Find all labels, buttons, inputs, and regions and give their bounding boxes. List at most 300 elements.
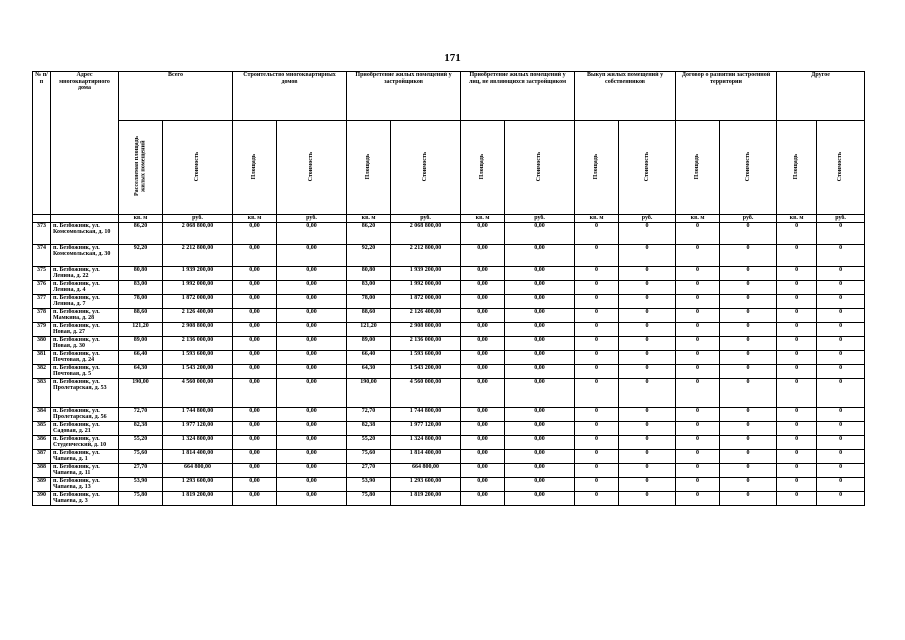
table-row [33, 491, 865, 505]
row-other-area: 0 [777, 449, 817, 463]
row-developer-area: 89,00 [347, 336, 391, 350]
row-development-cost: 0 [720, 266, 777, 280]
row-nondeveloper-area: 0,00 [461, 350, 505, 364]
row-construction-area: 0,00 [233, 294, 277, 308]
row-buyout-cost: 0 [619, 364, 676, 378]
row-other-area: 0 [777, 378, 817, 407]
unit-rub: руб. [391, 215, 461, 223]
row-buyout-area: 0 [575, 280, 619, 294]
row-total-cost: 1 872 000,00 [163, 294, 233, 308]
row-construction-area: 0,00 [233, 222, 277, 244]
row-development-area: 0 [676, 364, 720, 378]
row-development-area: 0 [676, 280, 720, 294]
row-address: п. Безбожник, ул. Садовая, д. 21 [51, 421, 119, 435]
row-developer-cost: 2 212 800,00 [391, 244, 461, 266]
row-construction-cost: 0,00 [277, 322, 347, 336]
row-developer-area: 86,20 [347, 222, 391, 244]
row-construction-cost: 0,00 [277, 244, 347, 266]
row-address: п. Безбожник, ул. Комсомольская, д. 30 [51, 244, 119, 266]
row-developer-area: 27,70 [347, 463, 391, 477]
row-construction-cost: 0,00 [277, 435, 347, 449]
row-construction-area: 0,00 [233, 244, 277, 266]
row-development-area: 0 [676, 294, 720, 308]
row-buyout-cost: 0 [619, 280, 676, 294]
row-developer-cost: 2 126 400,00 [391, 308, 461, 322]
row-developer-area: 78,00 [347, 294, 391, 308]
row-development-area: 0 [676, 491, 720, 505]
row-buyout-cost: 0 [619, 435, 676, 449]
table-row [33, 435, 865, 449]
unit-area: кв. м [119, 215, 163, 223]
group-nondeveloper-purchase-header: Приобретение жилых помещений у лиц, не являющихся застройщиком [461, 72, 575, 121]
row-nondeveloper-area: 0,00 [461, 244, 505, 266]
unit-area: кв. м [347, 215, 391, 223]
row-nondeveloper-area: 0,00 [461, 378, 505, 407]
row-total-area: 92,20 [119, 244, 163, 266]
row-nondeveloper-area: 0,00 [461, 421, 505, 435]
row-total-cost: 1 819 200,00 [163, 491, 233, 505]
row-nondeveloper-cost: 0,00 [505, 491, 575, 505]
row-number: 381 [33, 350, 51, 364]
row-total-cost: 4 560 000,00 [163, 378, 233, 407]
row-other-area: 0 [777, 491, 817, 505]
row-developer-cost: 1 593 600,00 [391, 350, 461, 364]
row-development-cost: 0 [720, 350, 777, 364]
row-total-cost: 1 939 200,00 [163, 266, 233, 280]
row-other-cost: 0 [817, 407, 865, 421]
unit-rub: руб. [277, 215, 347, 223]
row-buyout-area: 0 [575, 491, 619, 505]
row-other-cost: 0 [817, 421, 865, 435]
row-other-area: 0 [777, 222, 817, 244]
row-other-area: 0 [777, 336, 817, 350]
row-construction-area: 0,00 [233, 336, 277, 350]
row-total-cost: 664 800,00 [163, 463, 233, 477]
row-developer-area: 75,80 [347, 491, 391, 505]
row-construction-cost: 0,00 [277, 308, 347, 322]
sub-total-area-header: Расселяемая площадь жилых помещений [119, 121, 163, 215]
row-buyout-area: 0 [575, 294, 619, 308]
row-number: 379 [33, 322, 51, 336]
row-developer-area: 82,38 [347, 421, 391, 435]
row-construction-area: 0,00 [233, 308, 277, 322]
row-buyout-area: 0 [575, 364, 619, 378]
row-nondeveloper-area: 0,00 [461, 364, 505, 378]
unit-area: кв. м [461, 215, 505, 223]
row-development-area: 0 [676, 336, 720, 350]
row-buyout-cost: 0 [619, 308, 676, 322]
row-other-area: 0 [777, 421, 817, 435]
row-number: 378 [33, 308, 51, 322]
row-other-cost: 0 [817, 463, 865, 477]
row-developer-area: 121,20 [347, 322, 391, 336]
sub-cost-header: Стоимость [391, 121, 461, 215]
table-row [33, 222, 865, 244]
row-developer-cost: 1 814 400,00 [391, 449, 461, 463]
row-total-cost: 2 068 800,00 [163, 222, 233, 244]
sub-area-header: Площадь [575, 121, 619, 215]
row-other-area: 0 [777, 435, 817, 449]
row-number: 383 [33, 378, 51, 407]
row-other-cost: 0 [817, 435, 865, 449]
row-development-cost: 0 [720, 294, 777, 308]
unit-area: кв. м [676, 215, 720, 223]
row-address: п. Безбожник, ул. Пролетарская, д. 53 [51, 378, 119, 407]
row-construction-area: 0,00 [233, 280, 277, 294]
row-other-area: 0 [777, 280, 817, 294]
row-developer-area: 80,80 [347, 266, 391, 280]
row-development-area: 0 [676, 407, 720, 421]
row-address: п. Безбожник, ул. Мамкина, д. 28 [51, 308, 119, 322]
row-address: п. Безбожник, ул. Почтовая, д. 5 [51, 364, 119, 378]
row-buyout-cost: 0 [619, 350, 676, 364]
row-total-cost: 2 212 800,00 [163, 244, 233, 266]
row-total-cost: 1 593 600,00 [163, 350, 233, 364]
row-address: п. Безбожник, ул. Ленина, д. 4 [51, 280, 119, 294]
row-development-cost: 0 [720, 435, 777, 449]
row-construction-cost: 0,00 [277, 350, 347, 364]
row-development-area: 0 [676, 449, 720, 463]
row-total-cost: 1 814 400,00 [163, 449, 233, 463]
row-address: п. Безбожник, ул. Чапаева, д. 1 [51, 449, 119, 463]
page-number: 171 [444, 52, 461, 64]
row-development-area: 0 [676, 477, 720, 491]
row-developer-cost: 2 908 800,00 [391, 322, 461, 336]
row-total-area: 121,20 [119, 322, 163, 336]
row-nondeveloper-cost: 0,00 [505, 222, 575, 244]
row-construction-cost: 0,00 [277, 477, 347, 491]
row-address: п. Безбожник, ул. Комсомольская, д. 10 [51, 222, 119, 244]
row-buyout-cost: 0 [619, 491, 676, 505]
row-number: 374 [33, 244, 51, 266]
row-developer-area: 66,40 [347, 350, 391, 364]
row-construction-cost: 0,00 [277, 421, 347, 435]
row-construction-area: 0,00 [233, 435, 277, 449]
row-buyout-cost: 0 [619, 463, 676, 477]
row-total-area: 78,00 [119, 294, 163, 308]
row-nondeveloper-cost: 0,00 [505, 364, 575, 378]
row-total-cost: 1 293 600,00 [163, 477, 233, 491]
row-construction-area: 0,00 [233, 449, 277, 463]
unit-area: кв. м [233, 215, 277, 223]
row-buyout-area: 0 [575, 266, 619, 280]
row-development-cost: 0 [720, 463, 777, 477]
row-address: п. Безбожник, ул. Пролетарская, д. 56 [51, 407, 119, 421]
table-row [33, 244, 865, 266]
unit-rub: руб. [163, 215, 233, 223]
row-nondeveloper-area: 0,00 [461, 336, 505, 350]
row-development-area: 0 [676, 308, 720, 322]
sub-cost-header: Стоимость [277, 121, 347, 215]
row-construction-area: 0,00 [233, 477, 277, 491]
row-total-area: 72,70 [119, 407, 163, 421]
sub-cost-header: Стоимость [505, 121, 575, 215]
row-total-cost: 2 136 000,00 [163, 336, 233, 350]
row-nondeveloper-cost: 0,00 [505, 407, 575, 421]
row-construction-cost: 0,00 [277, 449, 347, 463]
row-development-cost: 0 [720, 449, 777, 463]
row-construction-area: 0,00 [233, 421, 277, 435]
row-number: 389 [33, 477, 51, 491]
row-nondeveloper-area: 0,00 [461, 322, 505, 336]
row-development-cost: 0 [720, 222, 777, 244]
row-developer-cost: 4 560 000,00 [391, 378, 461, 407]
table-row [33, 294, 865, 308]
group-total-header: Всего [119, 72, 233, 121]
row-total-area: 27,70 [119, 463, 163, 477]
row-total-area: 190,00 [119, 378, 163, 407]
row-construction-cost: 0,00 [277, 364, 347, 378]
row-buyout-area: 0 [575, 378, 619, 407]
row-number: 390 [33, 491, 51, 505]
sub-cost-header: Стоимость [619, 121, 676, 215]
row-construction-area: 0,00 [233, 266, 277, 280]
row-other-area: 0 [777, 407, 817, 421]
row-nondeveloper-area: 0,00 [461, 308, 505, 322]
row-address: п. Безбожник, ул. Чапаева, д. 3 [51, 491, 119, 505]
row-nondeveloper-cost: 0,00 [505, 308, 575, 322]
sub-area-header: Площадь [347, 121, 391, 215]
row-construction-cost: 0,00 [277, 266, 347, 280]
row-other-area: 0 [777, 477, 817, 491]
row-other-cost: 0 [817, 449, 865, 463]
row-construction-area: 0,00 [233, 378, 277, 407]
sub-area-header: Площадь [461, 121, 505, 215]
row-number: 382 [33, 364, 51, 378]
relocation-table [32, 71, 865, 506]
table-row [33, 449, 865, 463]
row-nondeveloper-cost: 0,00 [505, 350, 575, 364]
row-buyout-area: 0 [575, 463, 619, 477]
sub-area-header: Площадь [777, 121, 817, 215]
row-nondeveloper-cost: 0,00 [505, 449, 575, 463]
row-nondeveloper-area: 0,00 [461, 463, 505, 477]
row-nondeveloper-cost: 0,00 [505, 280, 575, 294]
sub-cost-header: Стоимость [817, 121, 865, 215]
unit-rub: руб. [505, 215, 575, 223]
row-address: п. Безбожник, ул. Новая, д. 30 [51, 336, 119, 350]
row-total-cost: 1 744 800,00 [163, 407, 233, 421]
unit-cell [51, 215, 119, 223]
row-number: 380 [33, 336, 51, 350]
row-total-area: 88,60 [119, 308, 163, 322]
row-other-area: 0 [777, 463, 817, 477]
row-construction-cost: 0,00 [277, 222, 347, 244]
unit-area: кв. м [777, 215, 817, 223]
row-buyout-area: 0 [575, 244, 619, 266]
row-total-area: 83,00 [119, 280, 163, 294]
row-developer-area: 64,30 [347, 364, 391, 378]
row-buyout-area: 0 [575, 435, 619, 449]
table-row [33, 378, 865, 407]
row-development-area: 0 [676, 463, 720, 477]
row-buyout-area: 0 [575, 421, 619, 435]
row-number: 377 [33, 294, 51, 308]
row-development-area: 0 [676, 322, 720, 336]
row-buyout-area: 0 [575, 477, 619, 491]
row-total-area: 66,40 [119, 350, 163, 364]
row-nondeveloper-cost: 0,00 [505, 266, 575, 280]
row-construction-cost: 0,00 [277, 280, 347, 294]
table-row [33, 463, 865, 477]
group-other-header: Другое [777, 72, 865, 121]
row-other-area: 0 [777, 294, 817, 308]
col-address-header: Адрес многоквартирного дома [51, 72, 119, 215]
row-nondeveloper-area: 0,00 [461, 407, 505, 421]
row-total-area: 53,90 [119, 477, 163, 491]
row-developer-cost: 1 744 800,00 [391, 407, 461, 421]
row-total-area: 64,30 [119, 364, 163, 378]
col-num-header: № п/п [33, 72, 51, 215]
row-development-area: 0 [676, 435, 720, 449]
unit-rub: руб. [619, 215, 676, 223]
row-developer-cost: 1 324 800,00 [391, 435, 461, 449]
row-construction-area: 0,00 [233, 350, 277, 364]
row-nondeveloper-cost: 0,00 [505, 294, 575, 308]
row-construction-cost: 0,00 [277, 407, 347, 421]
row-development-area: 0 [676, 266, 720, 280]
row-buyout-cost: 0 [619, 222, 676, 244]
row-other-cost: 0 [817, 222, 865, 244]
sub-cost-header: Стоимость [163, 121, 233, 215]
row-developer-cost: 1 872 000,00 [391, 294, 461, 308]
row-developer-cost: 1 977 120,00 [391, 421, 461, 435]
table-row [33, 266, 865, 280]
row-developer-cost: 2 068 800,00 [391, 222, 461, 244]
row-nondeveloper-cost: 0,00 [505, 336, 575, 350]
group-buyout-header: Выкуп жилых помещений у собственников [575, 72, 676, 121]
unit-area: кв. м [575, 215, 619, 223]
row-nondeveloper-area: 0,00 [461, 266, 505, 280]
row-development-cost: 0 [720, 407, 777, 421]
row-buyout-cost: 0 [619, 294, 676, 308]
unit-cell [33, 215, 51, 223]
row-other-cost: 0 [817, 308, 865, 322]
row-total-cost: 1 543 200,00 [163, 364, 233, 378]
row-developer-area: 75,60 [347, 449, 391, 463]
row-developer-cost: 1 543 200,00 [391, 364, 461, 378]
row-development-cost: 0 [720, 308, 777, 322]
row-other-cost: 0 [817, 491, 865, 505]
row-other-area: 0 [777, 364, 817, 378]
table-row [33, 407, 865, 421]
row-address: п. Безбожник, ул. Ленина, д. 7 [51, 294, 119, 308]
row-construction-cost: 0,00 [277, 294, 347, 308]
row-total-cost: 1 977 120,00 [163, 421, 233, 435]
row-buyout-cost: 0 [619, 266, 676, 280]
row-developer-area: 88,60 [347, 308, 391, 322]
row-address: п. Безбожник, ул. Чапаева, д. 13 [51, 477, 119, 491]
row-other-cost: 0 [817, 477, 865, 491]
row-other-cost: 0 [817, 294, 865, 308]
row-nondeveloper-area: 0,00 [461, 280, 505, 294]
row-development-area: 0 [676, 378, 720, 407]
row-other-area: 0 [777, 350, 817, 364]
row-development-cost: 0 [720, 491, 777, 505]
row-construction-cost: 0,00 [277, 378, 347, 407]
row-number: 384 [33, 407, 51, 421]
row-buyout-cost: 0 [619, 336, 676, 350]
row-other-area: 0 [777, 322, 817, 336]
row-development-area: 0 [676, 350, 720, 364]
row-total-area: 89,00 [119, 336, 163, 350]
row-construction-area: 0,00 [233, 407, 277, 421]
row-number: 376 [33, 280, 51, 294]
row-total-area: 75,60 [119, 449, 163, 463]
row-total-cost: 2 908 800,00 [163, 322, 233, 336]
row-nondeveloper-cost: 0,00 [505, 477, 575, 491]
row-total-area: 75,80 [119, 491, 163, 505]
row-total-area: 80,80 [119, 266, 163, 280]
row-buyout-area: 0 [575, 308, 619, 322]
row-developer-area: 53,90 [347, 477, 391, 491]
row-other-cost: 0 [817, 244, 865, 266]
row-nondeveloper-area: 0,00 [461, 222, 505, 244]
row-nondeveloper-area: 0,00 [461, 435, 505, 449]
sub-cost-header: Стоимость [720, 121, 777, 215]
row-development-area: 0 [676, 222, 720, 244]
row-buyout-cost: 0 [619, 378, 676, 407]
row-construction-area: 0,00 [233, 491, 277, 505]
row-buyout-cost: 0 [619, 449, 676, 463]
row-development-cost: 0 [720, 336, 777, 350]
row-other-area: 0 [777, 266, 817, 280]
row-buyout-cost: 0 [619, 407, 676, 421]
row-total-area: 55,20 [119, 435, 163, 449]
row-number: 375 [33, 266, 51, 280]
row-address: п. Безбожник, ул. Новая, д. 27 [51, 322, 119, 336]
table-row [33, 308, 865, 322]
row-other-cost: 0 [817, 280, 865, 294]
row-address: п. Безбожник, ул. Чапаева, д. 11 [51, 463, 119, 477]
row-development-area: 0 [676, 421, 720, 435]
group-construction-header: Строительство многоквартирных домов [233, 72, 347, 121]
row-nondeveloper-area: 0,00 [461, 449, 505, 463]
row-developer-area: 55,20 [347, 435, 391, 449]
table-row [33, 350, 865, 364]
row-address: п. Безбожник, ул. Студенческий, д. 10 [51, 435, 119, 449]
row-buyout-cost: 0 [619, 244, 676, 266]
row-development-cost: 0 [720, 421, 777, 435]
row-address: п. Безбожник, ул. Почтовая, д. 24 [51, 350, 119, 364]
row-developer-cost: 1 992 000,00 [391, 280, 461, 294]
unit-rub: руб. [720, 215, 777, 223]
row-buyout-cost: 0 [619, 322, 676, 336]
row-number: 385 [33, 421, 51, 435]
row-other-cost: 0 [817, 336, 865, 350]
row-other-cost: 0 [817, 378, 865, 407]
row-nondeveloper-area: 0,00 [461, 477, 505, 491]
sub-area-header: Площадь [676, 121, 720, 215]
row-address: п. Безбожник, ул. Ленина, д. 22 [51, 266, 119, 280]
row-buyout-area: 0 [575, 322, 619, 336]
row-buyout-area: 0 [575, 336, 619, 350]
sub-area-header: Площадь [233, 121, 277, 215]
row-development-cost: 0 [720, 378, 777, 407]
row-construction-cost: 0,00 [277, 336, 347, 350]
row-total-area: 86,20 [119, 222, 163, 244]
row-number: 386 [33, 435, 51, 449]
row-total-cost: 2 126 400,00 [163, 308, 233, 322]
row-buyout-cost: 0 [619, 421, 676, 435]
row-total-cost: 1 324 800,00 [163, 435, 233, 449]
row-other-cost: 0 [817, 322, 865, 336]
row-buyout-area: 0 [575, 350, 619, 364]
row-developer-cost: 1 939 200,00 [391, 266, 461, 280]
row-construction-area: 0,00 [233, 364, 277, 378]
row-total-area: 82,38 [119, 421, 163, 435]
row-developer-area: 92,20 [347, 244, 391, 266]
